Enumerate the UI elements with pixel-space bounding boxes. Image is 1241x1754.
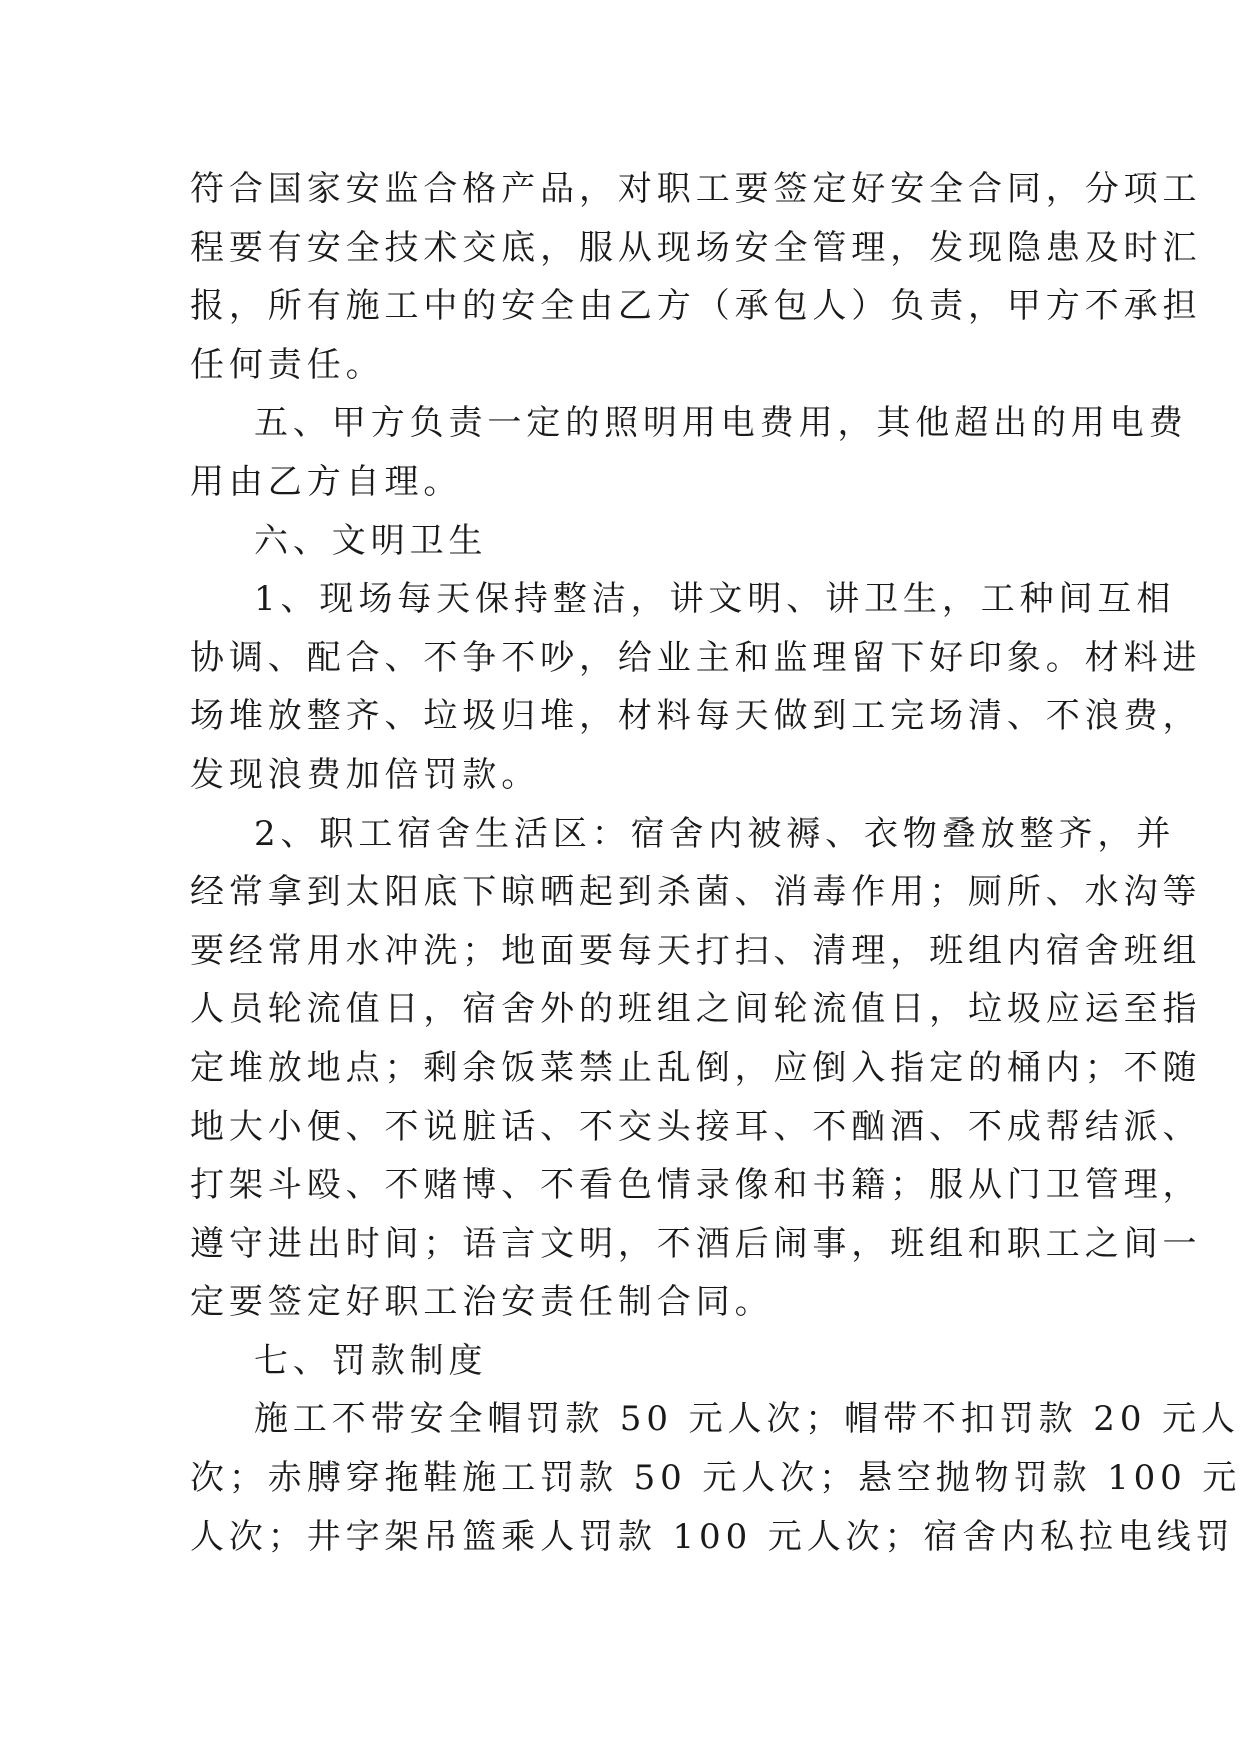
- text-line: 要经常用水冲洗；地面要每天打扫、清理，班组内宿舍班组: [190, 930, 1202, 971]
- text-line: 发现浪费加倍罚款。: [190, 754, 541, 795]
- text-line: 人员轮流值日，宿舍外的班组之间轮流值日，垃圾应运至指: [190, 989, 1202, 1030]
- text-line: 符合国家安监合格产品，对职工要签定好安全合同，分项工: [190, 169, 1202, 209]
- text-line: 定堆放地点；剩余饭菜禁止乱倒，应倒入指定的桶内；不随: [190, 1047, 1202, 1088]
- section-heading: 六、文明卫生: [254, 520, 488, 561]
- text-line: 场堆放整齐、垃圾归堆，材料每天做到工完场清、不浪费，: [190, 696, 1202, 737]
- text-line: 1、现场每天保持整洁，讲文明、讲卫生，工种间互相: [254, 579, 1176, 620]
- text-line: 地大小便、不说脏话、不交头接耳、不酗酒、不成帮结派、: [190, 1106, 1202, 1147]
- text-line: 程要有安全技术交底，服从现场安全管理，发现隐患及时汇: [190, 227, 1202, 268]
- text-line: 次；赤膊穿拖鞋施工罚款 50 元人次；悬空抛物罚款 100 元: [190, 1458, 1241, 1499]
- text-line: 人次；井字架吊篮乘人罚款 100 元人次；宿舍内私拉电线罚: [190, 1516, 1235, 1557]
- text-line: 任何责任。: [190, 344, 385, 385]
- text-line: 2、职工宿舍生活区：宿舍内被褥、衣物叠放整齐，并: [254, 813, 1176, 854]
- text-line: 经常拿到太阳底下晾晒起到杀菌、消毒作用；厕所、水沟等: [190, 872, 1202, 913]
- text-line: 用由乙方自理。: [190, 461, 463, 502]
- section-heading: 七、罚款制度: [254, 1340, 488, 1381]
- text-line: 五、甲方负责一定的照明用电费用，其他超出的用电费: [254, 403, 1188, 444]
- text-line: 遵守进出时间；语言文明，不酒后闹事，班组和职工之间一: [190, 1223, 1202, 1264]
- text-line: 打架斗殴、不赌博、不看色情录像和书籍；服从门卫管理，: [190, 1165, 1202, 1206]
- text-line: 报，所有施工中的安全由乙方（承包人）负责，甲方不承担: [190, 286, 1202, 327]
- text-line: 施工不带安全帽罚款 50 元人次；帽带不扣罚款 20 元人: [254, 1399, 1240, 1440]
- text-line: 协调、配合、不争不吵，给业主和监理留下好印象。材料进: [190, 637, 1202, 678]
- document-body: [190, 160, 1241, 1566]
- text-line: 定要签定好职工治安责任制合同。: [190, 1282, 774, 1323]
